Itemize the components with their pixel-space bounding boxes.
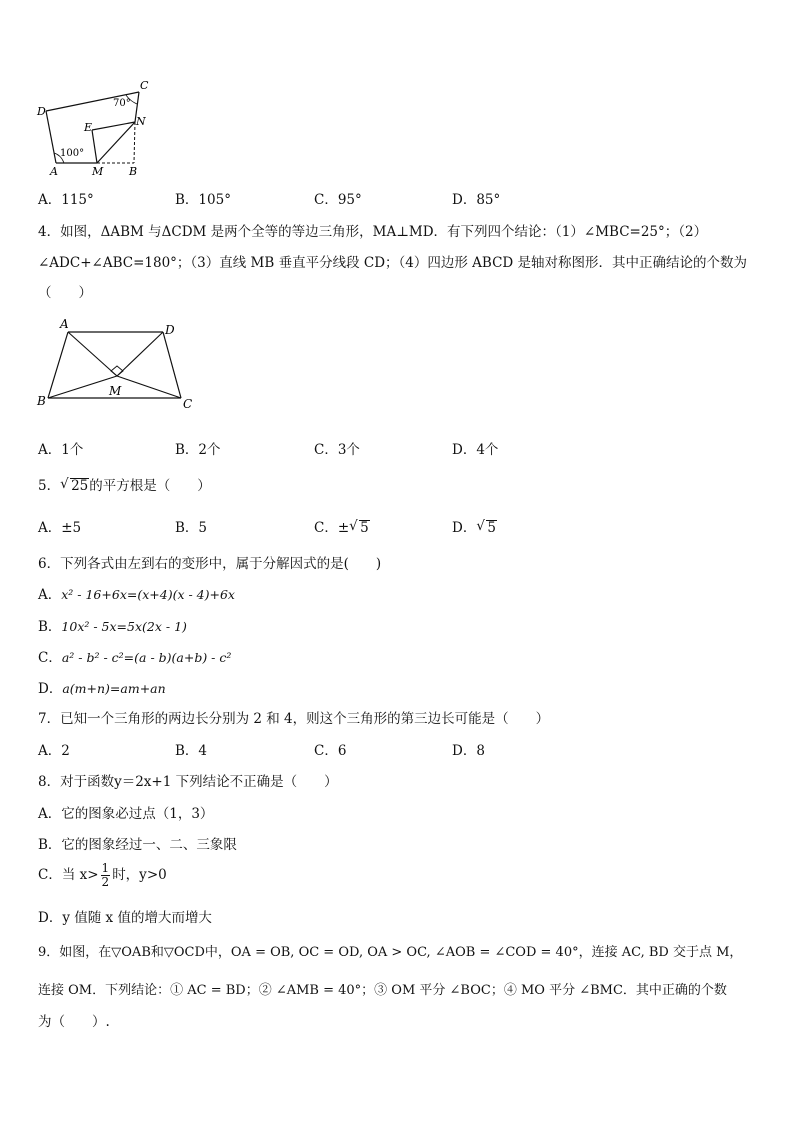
q4-stem-line-3: （ ） — [38, 285, 92, 301]
q6-option-c[interactable] — [38, 646, 231, 666]
q3-label-e: E — [84, 121, 93, 134]
q9-stem-line-2: 连接 OM．下列结论：① AC = BD；② ∠AMB = 40°；③ OM 平分 ∠BOC；④ MO 平分 ∠BMC．其中正确的个数 — [38, 983, 727, 998]
q3-label-d: D — [37, 105, 46, 118]
q5-option-b[interactable]: B．5 — [175, 520, 208, 536]
q5-option-c[interactable] — [314, 516, 370, 536]
q5-stem — [38, 474, 211, 494]
q3-option-a[interactable]: A．115° — [38, 192, 94, 208]
q3-figure — [34, 78, 154, 178]
q4-right-angle-mark — [111, 366, 123, 376]
q6-stem: 6．下列各式由左到右的变形中，属于分解因式的是( ) — [38, 556, 382, 572]
q4-option-b[interactable]: B．2个 — [175, 442, 221, 458]
q5-option-a[interactable]: A．±5 — [38, 520, 82, 536]
q6-option-c-label: C． — [38, 650, 62, 666]
q4-edge-am — [68, 332, 117, 376]
q9-stem-line-3: 为（ ）. — [38, 1014, 110, 1030]
q4-label-m: M — [109, 384, 122, 398]
q4-figure — [34, 316, 199, 416]
q3-option-d[interactable]: D．85° — [452, 192, 501, 208]
q6-option-d-expr: a(m+n)=am+an — [62, 681, 166, 696]
q5-radicand: 25 — [71, 478, 89, 494]
q8-option-a[interactable]: A．它的图象必过点（1，3） — [38, 806, 214, 822]
q3-label-m: M — [92, 165, 104, 178]
q5-option-d-sqrt: √ 5 — [476, 518, 496, 536]
q3-angle-c: 70° — [113, 98, 131, 109]
q5-option-c-sqrt: √ 5 — [349, 518, 369, 536]
q4-label-b: B — [37, 394, 46, 408]
q7-option-a[interactable]: A．2 — [38, 743, 70, 759]
q6-option-b-expr: 10x² - 5x=5x(2x - 1) — [61, 619, 187, 634]
q8-option-c-prefix: C．当 x> — [38, 867, 99, 883]
q7-option-c[interactable]: C．6 — [314, 743, 347, 759]
q6-option-a[interactable] — [38, 583, 235, 603]
q8-stem: 8．对于函数y＝2x+1 下列结论不正确是（ ） — [38, 774, 338, 790]
q3-label-a: A — [50, 165, 58, 178]
q5-option-c-label: C．± — [314, 520, 350, 536]
q9-stem-line-1: 9．如图，在▽OAB和▽OCD中，OA = OB, OC = OD, OA > OC, ∠AOB = ∠COD = 40°，连接 AC, BD 交于点 M， — [38, 945, 743, 960]
q8-option-c-suffix: 时，y>0 — [112, 867, 167, 883]
q4-edge-dm — [117, 332, 163, 376]
q5-option-d-label: D． — [452, 520, 477, 536]
q4-option-a[interactable]: A．1个 — [38, 442, 84, 458]
q3-angle-a: 100° — [60, 148, 85, 159]
q3-label-n: N — [136, 115, 146, 128]
q8-option-c[interactable] — [38, 862, 167, 889]
q6-option-a-expr: x² - 16+6x=(x+4)(x - 4)+6x — [61, 587, 235, 602]
q4-edge-dc — [163, 332, 181, 398]
q6-option-d-label: D． — [38, 681, 63, 697]
q5-number: 5． — [38, 478, 61, 494]
q4-edge-ab — [48, 332, 68, 398]
q5-stem-text: 的平方根是（ ） — [89, 478, 211, 494]
q5-option-d[interactable] — [452, 516, 497, 536]
q3-edge-nb-dashed — [134, 122, 135, 163]
q4-label-a: A — [60, 317, 69, 331]
q4-option-d[interactable]: D．4个 — [452, 442, 499, 458]
q3-option-b[interactable]: B．105° — [175, 192, 231, 208]
q8-option-b[interactable]: B．它的图象经过一、二、三象限 — [38, 837, 237, 853]
q6-option-c-expr: a² - b² - c²=(a - b)(a+b) - c² — [61, 650, 232, 665]
q6-option-b-label: B． — [38, 619, 62, 635]
q5-sqrt: √ 25 — [60, 476, 89, 494]
q4-label-d: D — [165, 323, 175, 337]
q3-edge-em — [92, 130, 97, 163]
q7-stem: 7．已知一个三角形的两边长分别为 2 和 4，则这个三角形的第三边长可能是（ ） — [38, 711, 550, 727]
q3-edge-da — [46, 111, 56, 163]
q4-label-c: C — [183, 397, 193, 411]
q4-stem-line-2: ∠ADC+∠ABC=180°；（3）直线 MB 垂直平分线段 CD；（4）四边形 ABCD 是轴对称图形．其中正确结论的个数为 — [38, 255, 748, 271]
q8-option-c-fraction: $\frac{1}{2}$ — [101, 861, 110, 889]
q3-option-c[interactable]: C．95° — [314, 192, 362, 208]
q8-option-d[interactable]: D．y 值随 x 值的增大而增大 — [38, 910, 212, 926]
q4-edge-bm — [48, 376, 117, 398]
q6-option-d[interactable] — [38, 677, 166, 697]
q4-stem-line-1: 4．如图，ΔABM 与ΔCDM 是两个全等的等边三角形，MA⊥MD．有下列四个结论：（1）∠MBC=25°；（2） — [38, 224, 708, 240]
q3-label-b: B — [129, 165, 138, 178]
q4-edge-cm — [117, 376, 181, 398]
q6-option-a-label: A． — [38, 587, 62, 603]
q4-option-c[interactable]: C．3个 — [314, 442, 360, 458]
q3-label-c: C — [140, 79, 149, 92]
q6-option-b[interactable] — [38, 615, 187, 635]
q7-option-b[interactable]: B．4 — [175, 743, 208, 759]
q7-option-d[interactable]: D．8 — [452, 743, 485, 759]
